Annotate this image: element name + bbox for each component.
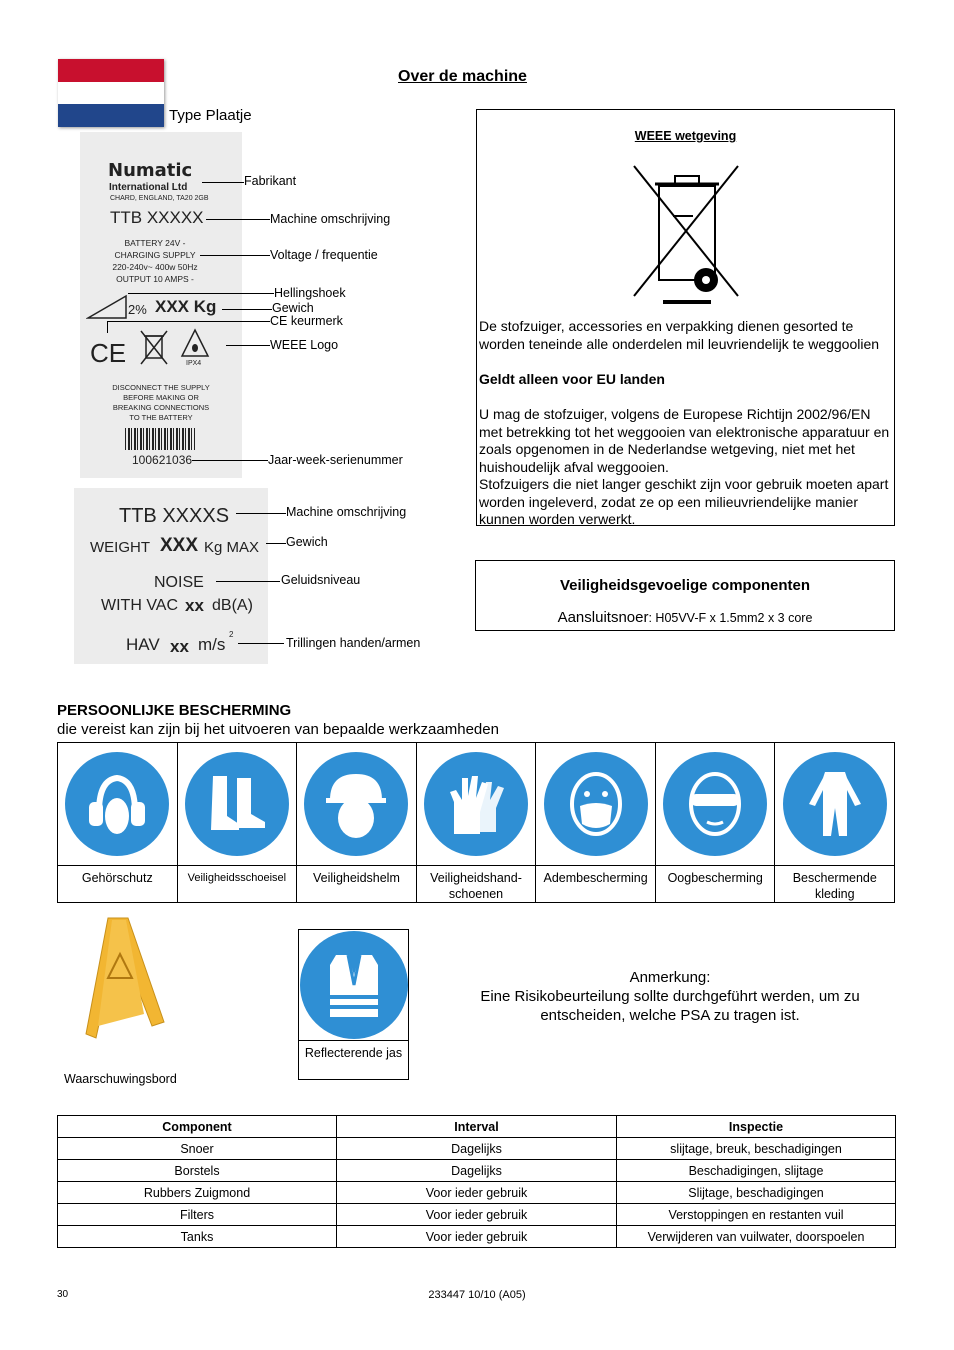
ear-protection-icon bbox=[65, 752, 169, 856]
col-header: Component bbox=[58, 1116, 337, 1138]
callout-machine: Machine omschrijving bbox=[270, 212, 391, 226]
weee-bin-small-icon bbox=[138, 328, 170, 368]
plate2-hav: HAV bbox=[126, 635, 160, 654]
plate2-hav-value: xx bbox=[170, 637, 189, 656]
page-title: Over de machine bbox=[398, 68, 527, 85]
ppe-subheading: die vereist kan zijn bij het uitvoeren van bepaalde werkzaamheden bbox=[57, 721, 499, 738]
safety-gloves-icon bbox=[424, 752, 528, 856]
plate2-noise: NOISE bbox=[154, 574, 204, 591]
col-header: Interval bbox=[337, 1116, 617, 1138]
vest-box bbox=[298, 929, 409, 1080]
callout-ce: CE keurmerk bbox=[270, 314, 343, 328]
barcode-icon bbox=[125, 428, 195, 450]
callout2-gewicht: Gewich bbox=[286, 535, 328, 549]
plate2-model: TTB XXXXS bbox=[119, 505, 230, 527]
callout-helling: Hellingshoek bbox=[274, 286, 346, 300]
callout-gewicht: Gewich bbox=[272, 301, 314, 315]
weee-heading: WEEE wetgeving bbox=[634, 129, 737, 143]
plate-brand: Numatic bbox=[108, 160, 193, 181]
table-header-row bbox=[58, 1116, 896, 1138]
plate-serial: 100621036 bbox=[132, 453, 193, 467]
note bbox=[470, 968, 870, 1025]
protective-clothing-icon bbox=[783, 752, 887, 856]
ppe-item: Oogbescherming bbox=[656, 743, 776, 902]
weee-eu-heading: Geldt alleen voor EU landen bbox=[479, 371, 665, 387]
type-plate-image bbox=[80, 132, 242, 478]
callout2-trillingen: Trillingen handen/armen bbox=[286, 636, 421, 650]
plate-model: TTB XXXXX bbox=[110, 208, 204, 227]
plate-slope: 2% bbox=[128, 302, 147, 317]
ppe-table bbox=[57, 742, 895, 903]
note-text: Eine Risikobeurteilung sollte durchgeführt werden, um zu entscheiden, welche PSA zu tragen ist. bbox=[480, 988, 860, 1024]
netherlands-flag-icon bbox=[58, 59, 164, 127]
safety-heading: Veiligheidsgevoelige componenten bbox=[559, 577, 811, 594]
safety-boots-icon bbox=[185, 752, 289, 856]
plate-weight: XXX Kg bbox=[155, 297, 217, 316]
ppe-item: Veiligheidshand- schoenen bbox=[417, 743, 537, 902]
callout2-machine: Machine omschrijving bbox=[286, 505, 407, 519]
table-row: Snoer Dagelijks slijtage, breuk, beschadigingen bbox=[58, 1138, 896, 1160]
respirator-icon bbox=[544, 752, 648, 856]
ppe-item: Adembescherming bbox=[536, 743, 656, 902]
ppe-item: Veiligheidshelm bbox=[297, 743, 417, 902]
crossed-bin-icon bbox=[631, 162, 741, 306]
ce-mark-icon: CE bbox=[90, 338, 127, 368]
callout-weee: WEEE Logo bbox=[270, 338, 339, 352]
plate-address: CHARD, ENGLAND, TA20 2GB bbox=[110, 195, 209, 202]
rating-plate-image bbox=[74, 488, 268, 664]
table-row: Tanks Voor ieder gebruik Verwijderen van vuilwater, doorspoelen bbox=[58, 1226, 896, 1248]
ppe-item: Gehörschutz bbox=[58, 743, 178, 902]
doc-code: 233447 10/10 (A05) bbox=[428, 1289, 526, 1301]
safety-cord: Aansluitsnoer: H05VV-F x 1.5mm2 x 3 core bbox=[557, 609, 813, 626]
warning-sign-label: Waarschuwingsbord bbox=[64, 1072, 177, 1086]
plate2-weight-value: XXX bbox=[160, 535, 199, 556]
plate-battery-info: BATTERY 24V - CHARGING SUPPLY 220-240v~ 400w 50Hz OUTPUT 10 AMPS - bbox=[112, 238, 198, 284]
plate2-db-unit: dB(A) bbox=[212, 597, 253, 614]
warning-sign-icon bbox=[82, 914, 166, 1044]
maintenance-table bbox=[57, 1115, 896, 1248]
slope-icon bbox=[86, 292, 130, 320]
plate-company: International Ltd bbox=[109, 182, 188, 193]
table-row: Rubbers Zuigmond Voor ieder gebruik Slijtage, beschadigingen bbox=[58, 1182, 896, 1204]
callout-voltage: Voltage / frequentie bbox=[270, 248, 378, 262]
ppe-heading: PERSOONLIJKE BESCHERMING bbox=[57, 702, 292, 719]
callout-serie: Jaar-week-serienummer bbox=[268, 453, 403, 467]
plate2-weight-prefix: WEIGHT bbox=[90, 539, 150, 556]
ppe-item: Veiligheidsschoeisel bbox=[178, 743, 298, 902]
plate2-weight-suffix: Kg MAX bbox=[204, 539, 260, 556]
vest-label: Reflecterende jas bbox=[304, 1046, 403, 1060]
plate-warning: DISCONNECT THE SUPPLY BEFORE MAKING OR BREAKING CONNECTIONS TO THE BATTERY bbox=[112, 383, 210, 422]
weee-para3: Stofzuigers die niet langer geschikt zijn voor gebruik moeten apart worden ingeleverd, zodat ze op een milieuvriendelijke manier kunnen worden verwerkt. bbox=[479, 476, 889, 527]
plate2-hav-exp: 2 bbox=[229, 630, 234, 639]
reflective-vest-icon bbox=[300, 931, 408, 1039]
page-number: 30 bbox=[57, 1289, 69, 1300]
plate2-hav-unit: m/s bbox=[198, 635, 226, 654]
note-title: Anmerkung: bbox=[629, 969, 711, 986]
col-header: Inspectie bbox=[617, 1116, 896, 1138]
eye-protection-icon bbox=[663, 752, 767, 856]
ppe-item: Beschermende kleding bbox=[775, 743, 894, 902]
weee-para2: U mag de stofzuiger, volgens de Europese Richtijn 2002/96/EN met betrekking tot het weggooien van elektronische apparatuur en zoals opgenomen in de Nederlandse wetgeving, niet met het huishoudelijk afval weggooien. bbox=[479, 406, 890, 475]
weee-section bbox=[476, 109, 895, 526]
table-row: Borstels Dagelijks Beschadigingen, slijtage bbox=[58, 1160, 896, 1182]
plate2-with-vac: WITH VAC bbox=[101, 597, 179, 614]
plate2-db-value: xx bbox=[185, 596, 204, 615]
callout2-geluid: Geluidsniveau bbox=[281, 573, 361, 587]
weee-para1: De stofzuiger, accessories en verpakking dienen gesorted te worden teneinde alle onderdelen mil leuvriendelijk te weggoolien bbox=[479, 318, 880, 352]
plate-ipx: IPX4 bbox=[186, 360, 202, 367]
callout-fabrikant: Fabrikant bbox=[244, 174, 297, 188]
safety-components-box bbox=[475, 560, 895, 631]
type-plate-label: Type Plaatje bbox=[169, 107, 252, 124]
safety-helmet-icon bbox=[304, 752, 408, 856]
table-row: Filters Voor ieder gebruik Verstoppingen en restanten vuil bbox=[58, 1204, 896, 1226]
